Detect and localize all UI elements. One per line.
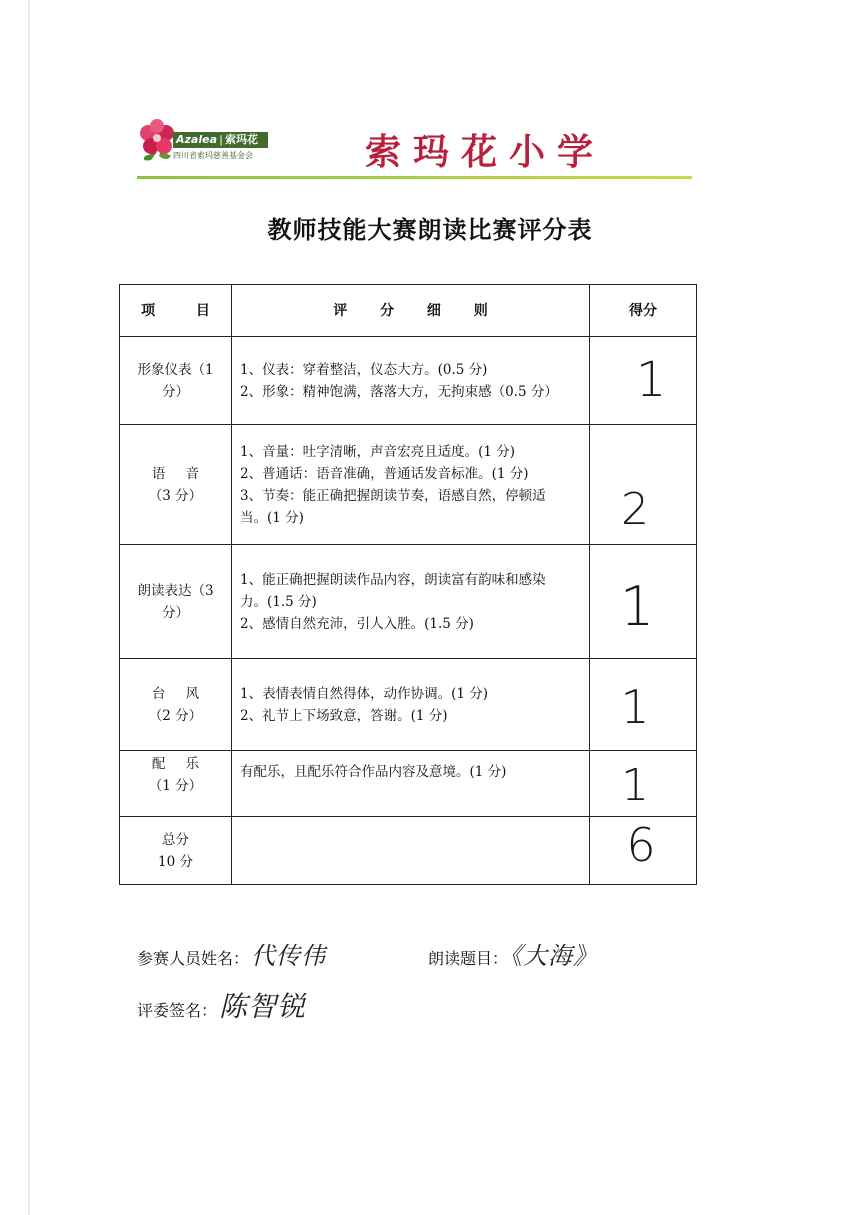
rules-cell: 有配乐，且配乐符合作品内容及意境。(1 分) <box>232 751 590 817</box>
topic-line <box>428 936 598 971</box>
rules-cell: 1、音量：吐字清晰，声音宏亮且适度。(1 分) 2、普通话：语音准确，普通话发音标准。(1 分) 3、节奏：能正确把握朗读节奏，语感自然，停顿适 当。(1 分) <box>232 425 590 545</box>
table-row <box>120 751 697 817</box>
participant-name: 代传伟 <box>251 942 327 970</box>
item-cell: 形象仪表（1 分） <box>120 337 232 425</box>
score-cell[interactable] <box>590 337 697 425</box>
participant-line <box>137 936 326 971</box>
rules-cell: 1、能正确把握朗读作品内容，朗读富有韵味和感染 力。(1.5 分) 2、感情自然充沛，引人入胜。(1.5 分) <box>232 545 590 659</box>
handwritten-score: 6 <box>626 817 656 872</box>
score-cell[interactable] <box>590 817 697 885</box>
judge-signature: 陈智锐 <box>219 990 307 1023</box>
handwritten-score: 1 <box>620 679 650 734</box>
logo-subtitle: 四川省索玛慈善基金会 <box>173 151 253 160</box>
topic-value: 《大海》 <box>510 942 599 970</box>
table-row <box>120 817 697 885</box>
item-cell: 语 音 （3 分） <box>120 425 232 545</box>
item-cell: 台 风 （2 分） <box>120 659 232 751</box>
table-row <box>120 425 697 545</box>
judge-line <box>137 985 306 1025</box>
score-cell[interactable] <box>590 425 697 545</box>
document-title: 教师技能大赛朗读比赛评分表 <box>267 216 593 244</box>
participant-label: 参赛人员姓名： <box>137 949 250 968</box>
table-row <box>120 659 697 751</box>
handwritten-score: 1 <box>635 351 667 408</box>
rules-cell: 1、仪表：穿着整洁，仪态大方。(0.5 分) 2、形象：精神饱满，落落大方，无拘束感（0.5 分） <box>232 337 590 425</box>
score-table <box>119 284 697 885</box>
header-rules: 评 分 细 则 <box>232 285 590 337</box>
logo-badge: Azalea | 索玛花 <box>173 132 268 148</box>
page-edge <box>28 0 30 1215</box>
handwritten-score: 1 <box>619 574 655 638</box>
table-row <box>120 545 697 659</box>
topic-label: 朗读题目： <box>428 949 509 968</box>
score-cell[interactable] <box>590 751 697 817</box>
rules-cell: 1、表情表情自然得体，动作协调。(1 分) 2、礼节上下场致意，答谢。(1 分) <box>232 659 590 751</box>
score-cell[interactable] <box>590 545 697 659</box>
score-cell[interactable] <box>590 659 697 751</box>
rules-cell <box>232 817 590 885</box>
item-cell: 总分 10 分 <box>120 817 232 885</box>
handwritten-score: 1 <box>621 759 649 811</box>
header-item: 项 目 <box>120 285 232 337</box>
header-rule <box>137 176 692 179</box>
header-score: 得分 <box>590 285 697 337</box>
item-cell: 配 乐 （1 分） <box>120 751 232 817</box>
table-header-row <box>120 285 697 337</box>
table-row <box>120 337 697 425</box>
handwritten-score: 2 <box>621 483 649 535</box>
school-name: 索玛花小学 <box>365 131 606 173</box>
item-cell: 朗读表达（3 分） <box>120 545 232 659</box>
foundation-logo <box>137 116 272 166</box>
azalea-flower-icon <box>137 116 177 164</box>
judge-label: 评委签名： <box>137 1001 218 1020</box>
